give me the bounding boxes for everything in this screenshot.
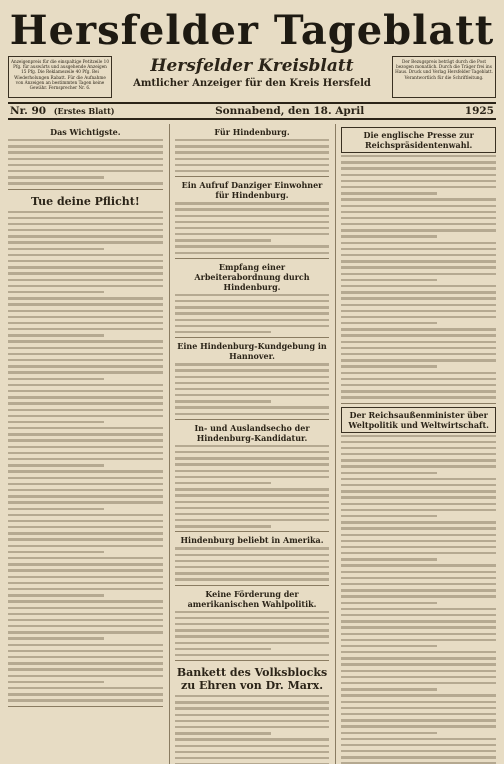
illegible-text-line [175, 151, 330, 153]
illegible-text-line [341, 682, 496, 684]
illegible-text-line [8, 334, 104, 336]
newspaper-subtitle: Hersfelder Kreisblatt [150, 56, 354, 76]
illegible-text-line [175, 325, 330, 327]
illegible-text-line [341, 546, 496, 548]
illegible-text-line [175, 215, 330, 217]
article-headline: Der Reichsaußenminister über Weltpolitik und Weltwirtschaft. [341, 407, 496, 433]
illegible-text-line [341, 633, 496, 635]
illegible-text-line [8, 415, 163, 417]
illegible-text-line [8, 668, 163, 670]
illegible-text-line [175, 239, 271, 241]
illegible-text-line [8, 644, 163, 646]
illegible-text-line [341, 527, 496, 529]
article-headline: Empfang einer Arbeiterabordnung durch Hindenburg. [194, 261, 310, 292]
illegible-text-line [175, 578, 330, 580]
illegible-text-line [8, 254, 163, 256]
illegible-text-line [8, 151, 163, 153]
article-headline: Keine Förderung der amerikanischen Wahlpolitik. [187, 588, 317, 609]
illegible-text-line [175, 382, 330, 384]
article-headline: Für Hindenburg. [214, 127, 290, 137]
illegible-text-line [175, 635, 330, 637]
illegible-text-line [175, 376, 330, 378]
illegible-text-line [175, 707, 330, 709]
illegible-text-line [8, 248, 104, 250]
illegible-text-line [341, 509, 496, 511]
illegible-text-line [341, 602, 437, 604]
illegible-text-line [341, 155, 496, 157]
illegible-text-line [8, 303, 163, 305]
illegible-text-line [8, 631, 163, 633]
illegible-text-line [175, 202, 330, 204]
illegible-text-line [8, 328, 163, 330]
illegible-text-line [8, 316, 163, 318]
illegible-text-line [175, 139, 330, 141]
illegible-text-line [175, 525, 271, 527]
illegible-text-line [341, 571, 496, 573]
illegible-text-line [341, 707, 496, 709]
illegible-text-line [175, 451, 330, 453]
illegible-text-line [341, 435, 496, 437]
illegible-text-line [8, 427, 163, 429]
illegible-text-line [341, 235, 437, 237]
illegible-text-line [341, 738, 496, 740]
illegible-text-line [175, 476, 330, 478]
illegible-text-line [8, 260, 163, 262]
illegible-text-line [8, 563, 163, 565]
issue-date: Sonnabend, den 18. April [215, 105, 365, 117]
illegible-text-line [341, 359, 496, 361]
official-gazette-line: Amtlicher Anzeiger für den Kreis Hersfeld [133, 78, 371, 89]
illegible-text-line [8, 483, 163, 485]
illegible-text-line [8, 501, 163, 503]
illegible-text-line [341, 167, 496, 169]
illegible-text-line [341, 540, 496, 542]
illegible-text-line [8, 637, 104, 639]
illegible-text-line [341, 186, 496, 188]
illegible-text-line [8, 182, 163, 184]
illegible-text-line [341, 198, 496, 200]
illegible-text-line [175, 501, 330, 503]
illegible-text-line [175, 312, 330, 314]
illegible-text-line [175, 745, 330, 747]
illegible-text-line [175, 221, 330, 223]
illegible-text-line [8, 291, 104, 293]
illegible-text-line [341, 217, 496, 219]
price-notice-left: Anzeigenpreis für die einspaltige Petitzeile 10 Pfg. für auswärts und ausgehende Anzeigen 15 Pfg. Die Reklamezeile 40 Pfg. Bei Wiederholungen Rabatt. Für die Aufnahme von Anzeigen an bestimmten Tagen keine Gewähr. Fernsprecher Nr. 6. [8, 56, 112, 98]
newspaper-title: Hersfelder Tageblatt [9, 7, 495, 54]
illegible-text-line [8, 551, 104, 553]
illegible-text-line [341, 291, 496, 293]
illegible-text-line [341, 260, 496, 262]
article-headline: In- und Auslandsecho der Hindenburg-Kandidatur. [194, 422, 310, 443]
illegible-text-line [8, 458, 163, 460]
illegible-text-line [175, 714, 330, 716]
illegible-text-line [8, 699, 163, 701]
illegible-text-line [175, 482, 271, 484]
illegible-text-line [8, 170, 163, 172]
illegible-text-line [8, 477, 163, 479]
illegible-text-line [341, 564, 496, 566]
illegible-text-line [341, 756, 496, 758]
illegible-text-line [175, 648, 271, 650]
illegible-text-line [341, 694, 496, 696]
illegible-text-line [8, 396, 163, 398]
illegible-text-line [8, 223, 163, 225]
article-headline: Bankett des Volksblocks zu Ehren von Dr. Marx. [176, 666, 328, 693]
illegible-text-line [8, 650, 163, 652]
illegible-text-line [8, 421, 104, 423]
illegible-text-line [8, 681, 104, 683]
illegible-text-line [8, 353, 163, 355]
issue-year: 1925 [464, 105, 494, 117]
illegible-text-line [8, 158, 163, 160]
illegible-text-line [8, 656, 163, 658]
illegible-text-line [8, 613, 163, 615]
article-separator [175, 337, 330, 338]
illegible-text-line [8, 139, 163, 141]
illegible-text-line [175, 494, 330, 496]
illegible-text-line [341, 478, 496, 480]
illegible-text-line [8, 279, 163, 281]
illegible-text-line [175, 566, 330, 568]
illegible-text-line [175, 406, 330, 408]
illegible-text-line [8, 489, 163, 491]
illegible-text-line [175, 145, 330, 147]
illegible-text-line [341, 459, 496, 461]
illegible-text-line [341, 713, 496, 715]
illegible-text-line [175, 245, 330, 247]
illegible-text-line [341, 372, 496, 374]
illegible-text-line [175, 629, 330, 631]
masthead [8, 8, 496, 98]
illegible-text-line [8, 538, 163, 540]
illegible-text-line [341, 273, 496, 275]
illegible-text-line [175, 720, 330, 722]
illegible-text-line [8, 588, 163, 590]
illegible-text-line [8, 576, 163, 578]
article-headline: Das Wichtigste. [50, 127, 121, 137]
illegible-text-line [8, 359, 163, 361]
article-separator [8, 189, 163, 190]
illegible-text-line [8, 693, 163, 695]
illegible-text-line [341, 334, 496, 336]
illegible-text-line [175, 463, 330, 465]
illegible-text-line [175, 294, 330, 296]
article-separator [175, 176, 330, 177]
illegible-text-line [8, 514, 163, 516]
illegible-text-line [341, 589, 496, 591]
illegible-text-line [341, 242, 496, 244]
illegible-text-line [341, 248, 496, 250]
illegible-text-line [175, 642, 330, 644]
illegible-text-line [8, 272, 163, 274]
illegible-text-line [175, 158, 330, 160]
illegible-text-line [8, 266, 163, 268]
illegible-text-line [341, 515, 437, 517]
illegible-text-line [8, 532, 163, 534]
illegible-text-line [341, 608, 496, 610]
article-headline: Hindenburg beliebt in Amerika. [180, 535, 324, 546]
illegible-text-line [341, 322, 437, 324]
article-separator [175, 258, 330, 259]
illegible-text-line [8, 594, 104, 596]
illegible-text-line [175, 457, 330, 459]
illegible-text-line [8, 402, 163, 404]
illegible-text-line [341, 577, 496, 579]
illegible-text-line [341, 639, 496, 641]
illegible-text-line [341, 558, 437, 560]
illegible-text-line [341, 174, 496, 176]
illegible-text-line [175, 560, 330, 562]
illegible-text-line [175, 319, 330, 321]
illegible-text-line [341, 310, 496, 312]
illegible-text-line [341, 725, 496, 727]
price-notice-right: Der Bezugspreis beträgt durch die Post bezogen monatlich. Durch die Träger frei ins Haus. Druck und Verlag Hersfelder Tageblatt. Verantwortlich für die Schriftleitung. [392, 56, 496, 98]
column-left [8, 124, 163, 764]
illegible-text-line [8, 211, 163, 213]
illegible-text-line [341, 192, 437, 194]
article-separator [175, 585, 330, 586]
illegible-text-line [341, 441, 496, 443]
illegible-text-line [341, 595, 496, 597]
illegible-text-line [175, 164, 330, 166]
illegible-text-line [341, 663, 496, 665]
illegible-text-line [341, 620, 496, 622]
illegible-text-line [175, 488, 330, 490]
article-separator [175, 419, 330, 420]
illegible-text-line [8, 310, 163, 312]
illegible-text-line [175, 208, 330, 210]
illegible-text-line [341, 279, 437, 281]
article-separator [175, 660, 330, 661]
illegible-text-line [341, 465, 496, 467]
illegible-text-line [8, 625, 163, 627]
article-headline: Eine Hindenburg-Kundgebung in Hannover. [177, 341, 327, 362]
illegible-text-line [341, 472, 437, 474]
column-middle [169, 124, 330, 764]
illegible-text-line [175, 554, 330, 556]
illegible-text-line [341, 384, 496, 386]
illegible-text-line [8, 164, 163, 166]
illegible-text-line [8, 365, 163, 367]
article-separator [8, 706, 163, 707]
illegible-text-line [8, 297, 163, 299]
illegible-text-line [175, 726, 330, 728]
illegible-text-line [341, 347, 496, 349]
illegible-text-line [341, 285, 496, 287]
dateline [8, 102, 496, 120]
illegible-text-line [175, 572, 330, 574]
illegible-text-line [341, 365, 437, 367]
illegible-text-line [175, 363, 330, 365]
illegible-text-line [8, 371, 163, 373]
illegible-text-line [175, 413, 330, 415]
article-columns [8, 124, 496, 764]
article-headline: Die englische Presse zur Reichspräsidentenwahl. [341, 127, 496, 153]
illegible-text-line [341, 328, 496, 330]
illegible-text-line [175, 306, 330, 308]
illegible-text-line [341, 645, 437, 647]
illegible-text-line [341, 503, 496, 505]
illegible-text-line [8, 607, 163, 609]
illegible-text-line [341, 180, 496, 182]
illegible-text-line [175, 507, 330, 509]
illegible-text-line [8, 439, 163, 441]
illegible-text-line [341, 161, 496, 163]
illegible-text-line [175, 701, 330, 703]
illegible-text-line [175, 611, 330, 613]
illegible-text-line [341, 626, 496, 628]
illegible-text-line [341, 297, 496, 299]
illegible-text-line [175, 695, 330, 697]
illegible-text-line [8, 545, 163, 547]
illegible-text-line [175, 252, 330, 254]
illegible-text-line [175, 547, 330, 549]
illegible-text-line [175, 394, 330, 396]
illegible-text-line [8, 557, 163, 559]
illegible-text-line [8, 378, 104, 380]
article-separator [341, 403, 496, 404]
illegible-text-line [175, 369, 330, 371]
illegible-text-line [341, 447, 496, 449]
illegible-text-line [341, 341, 496, 343]
illegible-text-line [341, 670, 496, 672]
illegible-text-line [341, 484, 496, 486]
illegible-text-line [341, 657, 496, 659]
illegible-text-line [341, 744, 496, 746]
illegible-text-line [175, 513, 330, 515]
illegible-text-line [341, 521, 496, 523]
illegible-text-line [341, 676, 496, 678]
column-right [335, 124, 496, 764]
illegible-text-line [175, 738, 330, 740]
illegible-text-line [8, 520, 163, 522]
illegible-text-line [8, 582, 163, 584]
illegible-text-line [175, 519, 330, 521]
illegible-text-line [175, 751, 330, 753]
edition-label: (Erstes Blatt) [53, 106, 115, 116]
illegible-text-line [8, 241, 163, 243]
illegible-text-line [341, 378, 496, 380]
illegible-text-line [175, 227, 330, 229]
illegible-text-line [175, 388, 330, 390]
illegible-text-line [341, 223, 496, 225]
illegible-text-line [8, 176, 104, 178]
illegible-text-line [341, 688, 437, 690]
illegible-text-line [8, 340, 163, 342]
illegible-text-line [8, 145, 163, 147]
illegible-text-line [8, 384, 163, 386]
illegible-text-line [341, 396, 496, 398]
illegible-text-line [175, 400, 271, 402]
illegible-text-line [341, 304, 496, 306]
illegible-text-line [175, 617, 330, 619]
illegible-text-line [341, 229, 496, 231]
illegible-text-line [8, 569, 163, 571]
illegible-text-line [341, 353, 496, 355]
illegible-text-line [341, 750, 496, 752]
illegible-text-line [341, 719, 496, 721]
illegible-text-line [8, 600, 163, 602]
illegible-text-line [8, 217, 163, 219]
illegible-text-line [341, 614, 496, 616]
illegible-text-line [175, 757, 330, 759]
illegible-text-line [8, 526, 163, 528]
illegible-text-line [8, 285, 163, 287]
illegible-text-line [341, 390, 496, 392]
illegible-text-line [8, 235, 163, 237]
illegible-text-line [8, 662, 163, 664]
article-headline: Ein Aufruf Danziger Einwohner für Hindenburg. [181, 180, 323, 201]
illegible-text-line [341, 496, 496, 498]
illegible-text-line [341, 266, 496, 268]
illegible-text-line [175, 233, 330, 235]
illegible-text-line [341, 490, 496, 492]
illegible-text-line [341, 583, 496, 585]
illegible-text-line [8, 390, 163, 392]
illegible-text-line [175, 170, 330, 172]
illegible-text-line [175, 623, 330, 625]
illegible-text-line [8, 433, 163, 435]
illegible-text-line [8, 508, 104, 510]
illegible-text-line [8, 619, 163, 621]
illegible-text-line [175, 732, 271, 734]
illegible-text-line [8, 464, 104, 466]
illegible-text-line [8, 495, 163, 497]
illegible-text-line [8, 347, 163, 349]
illegible-text-line [8, 409, 163, 411]
illegible-text-line [175, 331, 271, 333]
illegible-text-line [341, 316, 496, 318]
illegible-text-line [175, 470, 330, 472]
illegible-text-line [341, 732, 437, 734]
article-headline: Tue deine Pflicht! [30, 194, 140, 208]
illegible-text-line [341, 211, 496, 213]
illegible-text-line [8, 675, 163, 677]
illegible-text-line [341, 552, 496, 554]
illegible-text-line [8, 452, 163, 454]
illegible-text-line [341, 205, 496, 207]
illegible-text-line [8, 229, 163, 231]
illegible-text-line [8, 687, 163, 689]
illegible-text-line [341, 453, 496, 455]
illegible-text-line [175, 445, 330, 447]
illegible-text-line [8, 470, 163, 472]
article-separator [175, 531, 330, 532]
illegible-text-line [341, 651, 496, 653]
illegible-text-line [341, 254, 496, 256]
illegible-text-line [341, 701, 496, 703]
illegible-text-line [175, 654, 330, 656]
issue-number: Nr. 90 [10, 105, 47, 117]
illegible-text-line [341, 534, 496, 536]
illegible-text-line [8, 322, 163, 324]
illegible-text-line [8, 446, 163, 448]
illegible-text-line [175, 300, 330, 302]
